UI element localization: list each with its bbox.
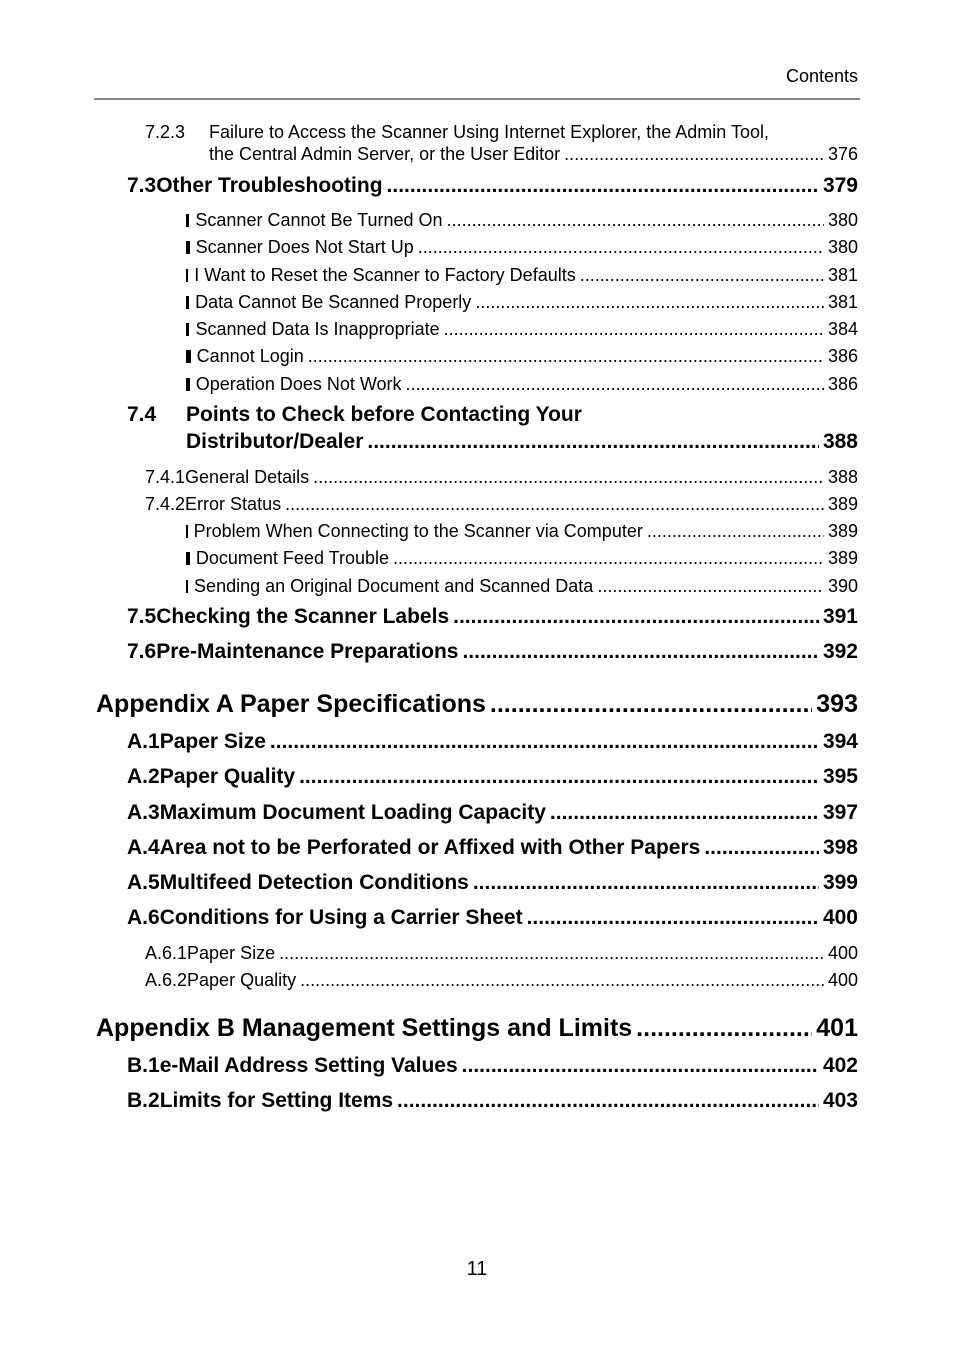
toc-entry-a-6[interactable] xyxy=(0,905,954,931)
toc-page-number: 393 xyxy=(816,690,858,718)
leader-dots xyxy=(490,689,812,719)
toc-entry-label: the Central Admin Server, or the User Editor xyxy=(209,144,561,164)
toc-page-number: 391 xyxy=(822,605,858,628)
leader-dots xyxy=(475,291,824,313)
toc-bullet-scanner-cannot-be-turned-on[interactable] xyxy=(0,209,954,231)
toc-entry-label: Maximum Document Loading Capacity xyxy=(159,801,546,824)
toc-entry-7-4-1[interactable] xyxy=(0,466,954,488)
toc-entry-number: A.5 xyxy=(127,871,160,894)
toc-entry-number: 7.4.1 xyxy=(145,467,186,487)
toc-bullet-reset-factory-defaults[interactable] xyxy=(0,264,954,286)
toc-entry-label: Paper Size xyxy=(159,730,266,753)
toc-entry-a-6-1[interactable] xyxy=(0,942,954,964)
leader-dots xyxy=(704,835,819,861)
leader-dots xyxy=(550,800,819,826)
toc-entry-7-2-3-line1[interactable] xyxy=(0,121,865,143)
leader-dots xyxy=(453,604,819,630)
leader-dots xyxy=(444,318,824,340)
toc-page-number: 388 xyxy=(822,430,858,453)
toc-page-number: 402 xyxy=(822,1054,858,1077)
toc-bullet-problem-connecting[interactable] xyxy=(0,520,954,542)
leader-dots xyxy=(462,1053,819,1079)
toc-entry-label: Sending an Original Document and Scanned Data xyxy=(194,576,594,596)
toc-entry-label: Scanner Cannot Be Turned On xyxy=(195,210,443,230)
toc-bullet-cannot-login[interactable] xyxy=(0,345,954,367)
toc-entry-7-6[interactable] xyxy=(0,639,954,665)
toc-entry-b-2[interactable] xyxy=(0,1088,954,1114)
toc-page-number: 381 xyxy=(827,265,858,285)
page-number: 11 xyxy=(466,1258,488,1280)
toc-page-number: 384 xyxy=(827,319,858,339)
toc-page-number: 389 xyxy=(827,494,858,514)
leader-dots xyxy=(313,466,824,488)
toc-entry-label: I Want to Reset the Scanner to Factory Defaults xyxy=(194,265,576,285)
toc-page-number: 381 xyxy=(827,292,858,312)
toc-entry-label: Checking the Scanner Labels xyxy=(156,605,450,628)
toc-page-number: 389 xyxy=(827,548,858,568)
toc-entry-number: B.1 xyxy=(127,1054,160,1077)
leader-dots xyxy=(564,143,824,165)
toc-page-number: 400 xyxy=(827,970,858,990)
toc-page-number: 395 xyxy=(822,765,858,788)
toc-entry-b-1[interactable] xyxy=(0,1053,954,1079)
toc-bullet-scanned-data-inappropriate[interactable] xyxy=(0,318,954,340)
toc-entry-label: Scanned Data Is Inappropriate xyxy=(195,319,440,339)
toc-page-number: 397 xyxy=(822,801,858,824)
toc-entry-label: Area not to be Perforated or Affixed with Other Papers xyxy=(159,836,701,859)
toc-bullet-data-cannot-be-scanned[interactable] xyxy=(0,291,954,313)
toc-entry-label: Document Feed Trouble xyxy=(195,548,389,568)
toc-entry-number: 7.3 xyxy=(127,174,157,197)
bullet-square-icon xyxy=(186,525,188,538)
leader-dots xyxy=(397,1088,819,1114)
leader-dots xyxy=(285,493,824,515)
toc-entry-label: General Details xyxy=(185,467,310,487)
toc-bullet-operation-does-not-work[interactable] xyxy=(0,373,954,395)
toc-page-number: 379 xyxy=(822,174,858,197)
toc-page-number: 380 xyxy=(827,210,858,230)
leader-dots xyxy=(299,764,819,790)
toc-page-number: 386 xyxy=(827,374,858,394)
leader-dots xyxy=(393,547,824,569)
toc-entry-a-5[interactable] xyxy=(0,870,954,896)
toc-page-number: 386 xyxy=(827,346,858,366)
toc-entry-number: 7.6 xyxy=(127,640,157,663)
toc-page-number: 380 xyxy=(827,237,858,257)
leader-dots xyxy=(636,1013,812,1043)
toc-bullet-sending-original-document[interactable] xyxy=(0,575,954,597)
toc-page-number: 392 xyxy=(822,640,858,663)
bullet-square-icon xyxy=(186,552,190,565)
toc-entry-number: 7.2.3 xyxy=(145,122,186,142)
toc-entry-label: Multifeed Detection Conditions xyxy=(159,871,469,894)
bullet-square-icon xyxy=(186,580,188,593)
toc-entry-label: Problem When Connecting to the Scanner via Computer xyxy=(193,521,643,541)
leader-dots xyxy=(418,236,824,258)
toc-entry-a-1[interactable] xyxy=(0,729,954,755)
bullet-square-icon xyxy=(186,241,190,254)
toc-entry-label: Cannot Login xyxy=(196,346,304,366)
toc-entry-number: A.2 xyxy=(127,765,160,788)
toc-entry-number: B.2 xyxy=(127,1089,160,1112)
toc-entry-a-3[interactable] xyxy=(0,800,954,826)
toc-entry-number: A.1 xyxy=(127,730,160,753)
leader-dots xyxy=(597,575,824,597)
toc-entry-number: A.3 xyxy=(127,801,160,824)
toc-page-number: 376 xyxy=(827,144,858,164)
bullet-square-icon xyxy=(186,323,189,336)
leader-dots xyxy=(527,905,819,931)
toc-entry-7-3[interactable] xyxy=(0,173,954,199)
toc-entry-label: Limits for Setting Items xyxy=(159,1089,394,1112)
toc-entry-label: Paper Size xyxy=(187,943,276,963)
toc-entry-7-2-3-line2[interactable] xyxy=(0,143,954,165)
leader-dots xyxy=(279,942,824,964)
toc-entry-label: e-Mail Address Setting Values xyxy=(159,1054,458,1077)
toc-page-number: 403 xyxy=(822,1089,858,1112)
toc-page-number: 400 xyxy=(827,943,858,963)
bullet-square-icon xyxy=(186,269,188,282)
toc-entry-number: A.4 xyxy=(127,836,160,859)
toc-appendix-b[interactable] xyxy=(0,1013,954,1043)
toc-page-number: 398 xyxy=(822,836,858,859)
toc-entry-7-4-line1[interactable] xyxy=(0,402,678,428)
toc-entry-label: Distributor/Dealer xyxy=(186,430,364,453)
leader-dots xyxy=(473,870,819,896)
toc-entry-label: Other Troubleshooting xyxy=(156,174,383,197)
leader-dots xyxy=(647,520,824,542)
toc-entry-label: Operation Does Not Work xyxy=(195,374,402,394)
toc-page-number: 400 xyxy=(822,906,858,929)
toc-page-number: 389 xyxy=(827,521,858,541)
leader-dots xyxy=(270,729,819,755)
bullet-square-icon xyxy=(186,350,191,363)
toc-entry-label: Failure to Access the Scanner Using Internet Explorer, the Admin Tool, xyxy=(209,122,769,142)
toc-page-number: 394 xyxy=(822,730,858,753)
leader-dots xyxy=(300,969,824,991)
bullet-square-icon xyxy=(186,214,189,227)
toc-entry-a-6-2[interactable] xyxy=(0,969,954,991)
toc-entry-7-4-2[interactable] xyxy=(0,493,954,515)
toc-page-number: 399 xyxy=(822,871,858,894)
toc-entry-label: Appendix B Management Settings and Limits xyxy=(96,1014,633,1042)
toc-entry-label: Appendix A Paper Specifications xyxy=(96,690,486,718)
toc-entry-7-5[interactable] xyxy=(0,604,954,630)
toc-entry-number: 7.4.2 xyxy=(145,494,186,514)
toc-entry-number: 7.5 xyxy=(127,605,157,628)
toc-entry-number: A.6.1 xyxy=(145,943,188,963)
leader-dots xyxy=(367,429,819,455)
toc-entry-label: Pre-Maintenance Preparations xyxy=(156,640,459,663)
toc-entry-number: A.6 xyxy=(127,906,160,929)
toc-entry-label: Data Cannot Be Scanned Properly xyxy=(195,292,472,312)
toc-appendix-a[interactable] xyxy=(0,689,954,719)
bullet-square-icon xyxy=(186,378,190,391)
leader-dots xyxy=(387,173,819,199)
leader-dots xyxy=(580,264,824,286)
toc-page-number: 388 xyxy=(827,467,858,487)
toc-entry-label: Paper Quality xyxy=(187,970,297,990)
bullet-square-icon xyxy=(186,296,189,309)
toc-bullet-document-feed-trouble[interactable] xyxy=(0,547,954,569)
toc-entry-number: A.6.2 xyxy=(145,970,188,990)
leader-dots xyxy=(462,639,818,665)
toc-entry-a-2[interactable] xyxy=(0,764,954,790)
toc-entry-label: Paper Quality xyxy=(159,765,296,788)
leader-dots xyxy=(308,345,824,367)
toc-entry-7-4-line2[interactable] xyxy=(0,429,954,455)
toc-bullet-scanner-does-not-start-up[interactable] xyxy=(0,236,954,258)
toc-entry-label: Conditions for Using a Carrier Sheet xyxy=(159,906,523,929)
toc-entry-a-4[interactable] xyxy=(0,835,954,861)
running-header: Contents xyxy=(785,66,858,86)
toc-entry-label: Points to Check before Contacting Your xyxy=(186,403,582,426)
toc-entry-label: Scanner Does Not Start Up xyxy=(195,237,414,257)
toc-page-number: 390 xyxy=(827,576,858,596)
leader-dots xyxy=(406,373,824,395)
toc-entry-number: 7.4 xyxy=(127,403,157,426)
leader-dots xyxy=(447,209,824,231)
toc-page-number: 401 xyxy=(816,1014,858,1042)
toc-entry-label: Error Status xyxy=(185,494,282,514)
